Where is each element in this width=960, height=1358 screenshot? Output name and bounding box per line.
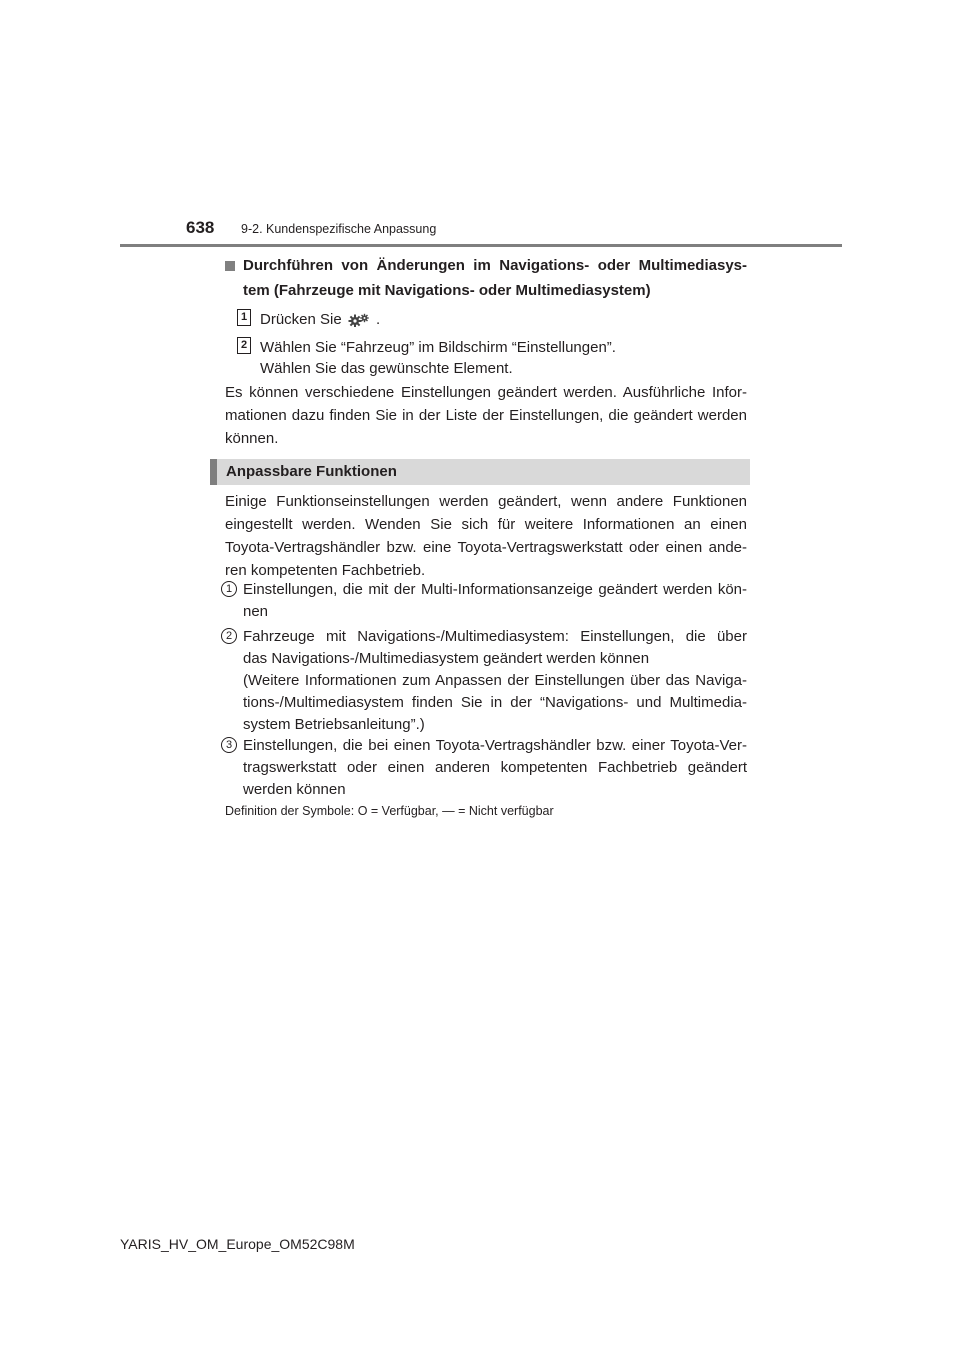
item-2-line-5: system Betriebsanleitung”.) [243, 716, 425, 733]
item-3-line-3: werden können [243, 781, 346, 798]
subsection-heading [225, 253, 747, 303]
step-1-text [260, 307, 380, 332]
step-2-line-1: Wählen Sie “Fahrzeug” im Bildschirm “Einstellungen”. [260, 339, 616, 356]
page-number: 638 [186, 218, 215, 237]
item-3-line-1: Einstellungen, die bei einen Toyota-Vertragshändler bzw. einer Toyota-Ver- [243, 737, 747, 754]
section-banner [210, 459, 750, 485]
heading-line-2: tem (Fahrzeuge mit Navigations- oder Multimediasystem) [243, 282, 651, 299]
heading-line-1: Durchführen von Änderungen im Navigations- oder Multimediasys- [243, 257, 747, 274]
step-2-line-2: Wählen Sie das gewünschte Element. [260, 360, 513, 377]
step-1-text-after: . [376, 311, 381, 328]
item-number-2: 2 [221, 628, 237, 644]
step-number-1: 1 [237, 309, 251, 326]
banner-accent-bar [210, 459, 217, 485]
footer-doc-id: YARIS_HV_OM_Europe_OM52C98M [120, 1236, 355, 1252]
item-1-line-1: Einstellungen, die mit der Multi-Informationsanzeige geändert werden kön- [243, 581, 747, 598]
intro-paragraph-line-2: mationen dazu finden Sie in der Liste der Einstellungen, die geändert werden [225, 407, 747, 424]
item-2-line-4: tions-/Multimediasystem finden Sie in der “Navigations- und Multimedia- [243, 694, 747, 711]
item-2-line-3: (Weitere Informationen zum Anpassen der Einstellungen über das Naviga- [243, 672, 747, 689]
banner-title: Anpassbare Funktionen [226, 463, 397, 480]
item-3-line-2: tragswerkstatt oder einen anderen kompetenten Fachbetrieb geändert [243, 759, 747, 776]
symbol-legend: Definition der Symbole: O = Verfügbar, — = Nicht verfügbar [225, 804, 554, 818]
heading-square-bullet [225, 261, 235, 271]
item-number-3: 3 [221, 737, 237, 753]
item-2-line-2: das Navigations-/Multimediasystem geändert werden können [243, 650, 650, 667]
functions-paragraph-line-4: ren kompetenten Fachbetrieb. [225, 562, 426, 579]
gear-icon [348, 313, 370, 327]
item-number-1: 1 [221, 581, 237, 597]
functions-paragraph-line-2: eingestellt werden. Wenden Sie sich für weitere Informationen an einen [225, 516, 747, 533]
step-1-text-before: Drücken Sie [260, 311, 342, 328]
item-1-line-2: nen [243, 603, 269, 620]
functions-paragraph-line-1: Einige Funktionseinstellungen werden geändert, wenn andere Funktionen [225, 493, 747, 510]
functions-paragraph-line-3: Toyota-Vertragshändler bzw. eine Toyota-Vertragswerkstatt oder einen ande- [225, 539, 747, 556]
step-number-2: 2 [237, 337, 251, 354]
intro-paragraph-line-3: können. [225, 430, 279, 447]
intro-paragraph-line-1: Es können verschiedene Einstellungen geändert werden. Ausführliche Infor- [225, 384, 747, 401]
item-2-line-1: Fahrzeuge mit Navigations-/Multimediasystem: Einstellungen, die über [243, 628, 747, 645]
section-header: 9-2. Kundenspezifische Anpassung [241, 222, 437, 236]
header-rule [120, 244, 842, 247]
